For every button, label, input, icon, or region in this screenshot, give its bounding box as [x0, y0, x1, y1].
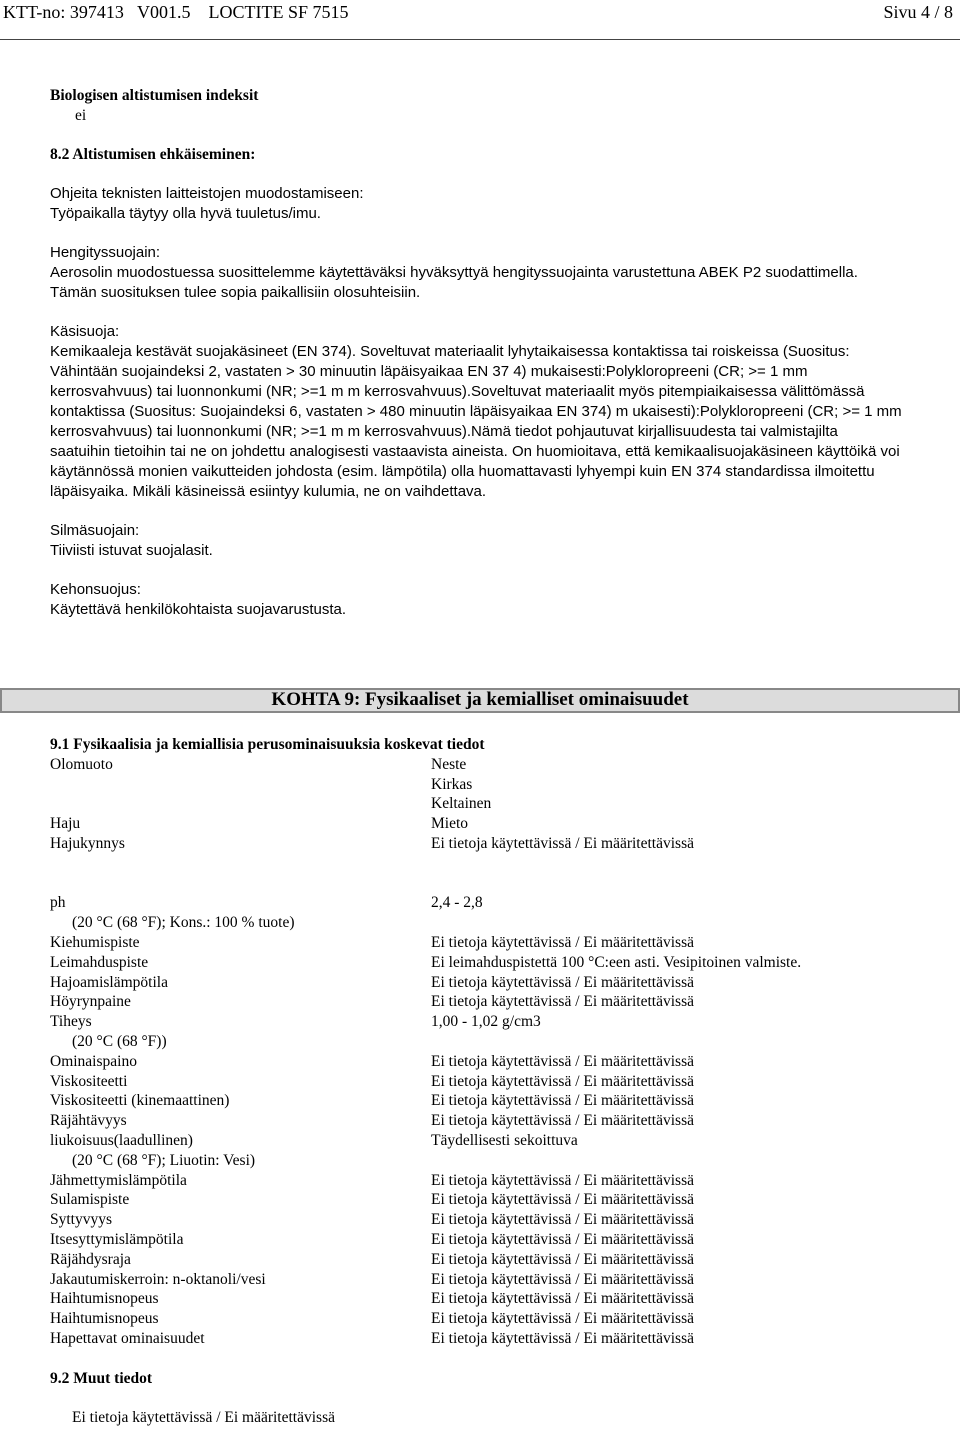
header-divider — [0, 39, 960, 40]
property-value: Ei tietoja käytettävissä / Ei määritettävissä — [431, 1052, 694, 1070]
property-value: Ei tietoja käytettävissä / Ei määritettävissä — [431, 1171, 694, 1189]
property-label: Sulamispiste — [50, 1191, 130, 1209]
hand-text-1: Kemikaaleja kestävät suojakäsineet (EN 374). Soveltuvat materiaalit lyhytaikaisessa kontaktissa tai roiskeissa (Suositus: — [50, 343, 850, 360]
engineering-text: Työpaikalla täytyy olla hyvä tuuletus/imu. — [50, 205, 321, 222]
property-value: Ei tietoja käytettävissä / Ei määritettävissä — [431, 1072, 694, 1090]
property-label: liukoisuus(laadullinen) — [50, 1131, 193, 1149]
property-row — [50, 1012, 950, 1032]
eye-text: Tiiviisti istuvat suojalasit. — [50, 542, 213, 559]
property-row — [50, 913, 950, 933]
property-row — [50, 854, 950, 874]
property-label: Haihtumisnopeus — [50, 1310, 159, 1328]
property-row — [50, 933, 950, 953]
page-header — [3, 0, 953, 28]
body-text: Käytettävä henkilökohtaista suojavarustusta. — [50, 601, 347, 618]
bio-index-title: Biologisen altistumisen indeksit — [50, 87, 259, 104]
property-value: Kirkas — [431, 775, 473, 793]
section-9-heading-text: KOHTA 9: Fysikaaliset ja kemialliset ominaisuudet — [271, 689, 689, 710]
property-label: Viskositeetti (kinemaattinen) — [50, 1092, 230, 1110]
property-row — [50, 1111, 950, 1131]
hand-text-8: läpäisyaika. Mikäli käsineissä esiintyy kulumia, ne on vaihdettava. — [50, 483, 487, 500]
property-row — [50, 1270, 950, 1290]
property-value: Ei tietoja käytettävissä / Ei määritettävissä — [431, 1112, 694, 1130]
hand-text-3: kerrosvahvuus) tai luonnonkumi (NR; >=1 m m kerrosvahvuus).Soveltuvat materiaalit myös pitempiaikaisessa välittömässä — [50, 383, 865, 400]
other-info-value: Ei tietoja käytettävissä / Ei määritettävissä — [72, 1409, 335, 1427]
property-label: Hajukynnys — [50, 834, 125, 852]
hand-text-7: käytännössä monien vaikutteiden johdosta (esim. lämpötila) olla huomattavasti lyhyempi kuin EN 374 standardissa ilmoitettu — [50, 463, 875, 480]
hand-label: Käsisuoja: — [50, 323, 120, 340]
property-row — [50, 1329, 950, 1349]
property-label: Jakautumiskerroin: n-oktanoli/vesi — [50, 1270, 266, 1288]
exposure-section — [50, 86, 945, 620]
hand-text-6: saatuihin tietoihin tai ne on johdettu analogisesti vastaavista aineista. On huomioitava, että kemikaalisuojakäsineen käyttöikä voi — [50, 443, 900, 460]
property-label: Kiehumispiste — [50, 933, 140, 951]
property-label: Haju — [50, 815, 81, 833]
properties-table — [50, 735, 950, 1428]
property-label: Räjähdysraja — [50, 1250, 131, 1268]
respiratory-label: Hengityssuojain: — [50, 244, 161, 261]
hand-text-2: Vähintään suojaindeksi 2, vastaten > 30 minuutin läpäisyaikaa EN 37 4) mukaisesti:Polykloropreeni (CR; >= 1 mm — [50, 363, 808, 380]
hand-text-4: kontaktissa (Suositus: Suojaindeksi 6, vastaten > 480 minuutin läpäisyaikaa EN 374) m ukaisesti):Polykloropreeni (CR; >= 1 mm — [50, 403, 902, 420]
property-row — [50, 973, 950, 993]
property-row — [50, 1190, 950, 1210]
property-row — [50, 953, 950, 973]
property-row — [50, 1052, 950, 1072]
property-row — [50, 992, 950, 1012]
body-label: Kehonsuojus: — [50, 581, 141, 598]
properties-subtitle: 9.1 Fysikaalisia ja kemiallisia perusominaisuuksia koskevat tiedot — [50, 736, 485, 753]
other-info-title: 9.2 Muut tiedot — [50, 1369, 153, 1387]
property-row — [50, 1250, 950, 1270]
property-label: Räjähtävyys — [50, 1112, 127, 1130]
property-value: Ei tietoja käytettävissä / Ei määritettävissä — [431, 834, 694, 852]
property-row — [50, 755, 950, 775]
property-label: Leimahduspiste — [50, 953, 149, 971]
property-row — [50, 1210, 950, 1230]
property-label: Itsesyttymislämpötila — [50, 1230, 184, 1248]
property-value: Mieto — [431, 815, 469, 833]
property-row — [50, 775, 950, 795]
property-label: Hapettavat ominaisuudet — [50, 1329, 205, 1347]
property-value: Ei tietoja käytettävissä / Ei määritettävissä — [431, 1290, 694, 1308]
property-value: Ei tietoja käytettävissä / Ei määritettävissä — [431, 1230, 694, 1248]
property-row — [50, 834, 950, 854]
respiratory-text-1: Aerosolin muodostuessa suosittelemme käytettäväksi hyväksyttyä hengityssuojainta varustettuna ABEK P2 suodattimella. — [50, 264, 858, 281]
property-value: Keltainen — [431, 795, 492, 813]
property-row — [50, 874, 950, 894]
page-number: Sivu 4 / 8 — [883, 2, 953, 22]
property-value: Ei tietoja käytettävissä / Ei määritettävissä — [431, 1310, 694, 1328]
property-value: 2,4 - 2,8 — [431, 894, 483, 912]
property-label: Olomuoto — [50, 755, 113, 773]
property-value: Ei leimahduspistettä 100 °C:een asti. Vesipitoinen valmiste. — [431, 953, 802, 971]
section-9-heading — [0, 688, 960, 713]
property-row — [50, 1171, 950, 1191]
hand-text-5: kerrosvahvuus) tai luonnonkumi (NR; >=1 m m kerrosvahvuus).Nämä tiedot pohjautuvat kirjallisuudesta tai valmistajilta — [50, 423, 838, 440]
engineering-label: Ohjeita teknisten laitteistojen muodostamiseen: — [50, 185, 364, 202]
document-id: KTT-no: 397413 V001.5 LOCTITE SF 7515 — [3, 2, 349, 22]
property-value: Ei tietoja käytettävissä / Ei määritettävissä — [431, 973, 694, 991]
property-row — [50, 794, 950, 814]
property-value: Täydellisesti sekoittuva — [431, 1131, 578, 1149]
property-label: (20 °C (68 °F)) — [72, 1032, 167, 1050]
properties-rows — [50, 755, 950, 1349]
property-row — [50, 1032, 950, 1052]
property-value: Ei tietoja käytettävissä / Ei määritettävissä — [431, 993, 694, 1011]
property-value: Ei tietoja käytettävissä / Ei määritettävissä — [431, 1250, 694, 1268]
property-label: Haihtumisnopeus — [50, 1290, 159, 1308]
property-row — [50, 1072, 950, 1092]
property-row — [50, 814, 950, 834]
property-row — [50, 1151, 950, 1171]
property-row — [50, 893, 950, 913]
property-value: Ei tietoja käytettävissä / Ei määritettävissä — [431, 1270, 694, 1288]
property-value: Ei tietoja käytettävissä / Ei määritettävissä — [431, 1329, 694, 1347]
property-value: Ei tietoja käytettävissä / Ei määritettävissä — [431, 1211, 694, 1229]
respiratory-text-2: Tämän suosituksen tulee sopia paikallisiin olosuhteisiin. — [50, 284, 421, 301]
property-label: Jähmettymislämpötila — [50, 1171, 187, 1189]
property-row — [50, 1289, 950, 1309]
property-label: Viskositeetti — [50, 1072, 128, 1090]
property-row — [50, 1309, 950, 1329]
property-value: 1,00 - 1,02 g/cm3 — [431, 1013, 541, 1031]
property-label: (20 °C (68 °F); Kons.: 100 % tuote) — [72, 914, 295, 932]
property-value: Neste — [431, 755, 467, 773]
property-row — [50, 1131, 950, 1151]
property-row — [50, 1230, 950, 1250]
property-value: Ei tietoja käytettävissä / Ei määritettävissä — [431, 1092, 694, 1110]
property-label: ph — [50, 894, 66, 912]
eye-label: Silmäsuojain: — [50, 522, 140, 539]
property-row — [50, 1091, 950, 1111]
property-value: Ei tietoja käytettävissä / Ei määritettävissä — [431, 1191, 694, 1209]
exposure-title: 8.2 Altistumisen ehkäiseminen: — [50, 146, 256, 163]
property-value: Ei tietoja käytettävissä / Ei määritettävissä — [431, 933, 694, 951]
property-label: Syttyvyys — [50, 1211, 113, 1229]
property-label: Hajoamislämpötila — [50, 973, 168, 991]
property-label: (20 °C (68 °F); Liuotin: Vesi) — [72, 1151, 256, 1169]
property-label: Tiheys — [50, 1013, 92, 1031]
property-label: Höyrynpaine — [50, 993, 131, 1011]
property-label: Ominaispaino — [50, 1052, 137, 1070]
bio-index-value: ei — [75, 107, 87, 124]
